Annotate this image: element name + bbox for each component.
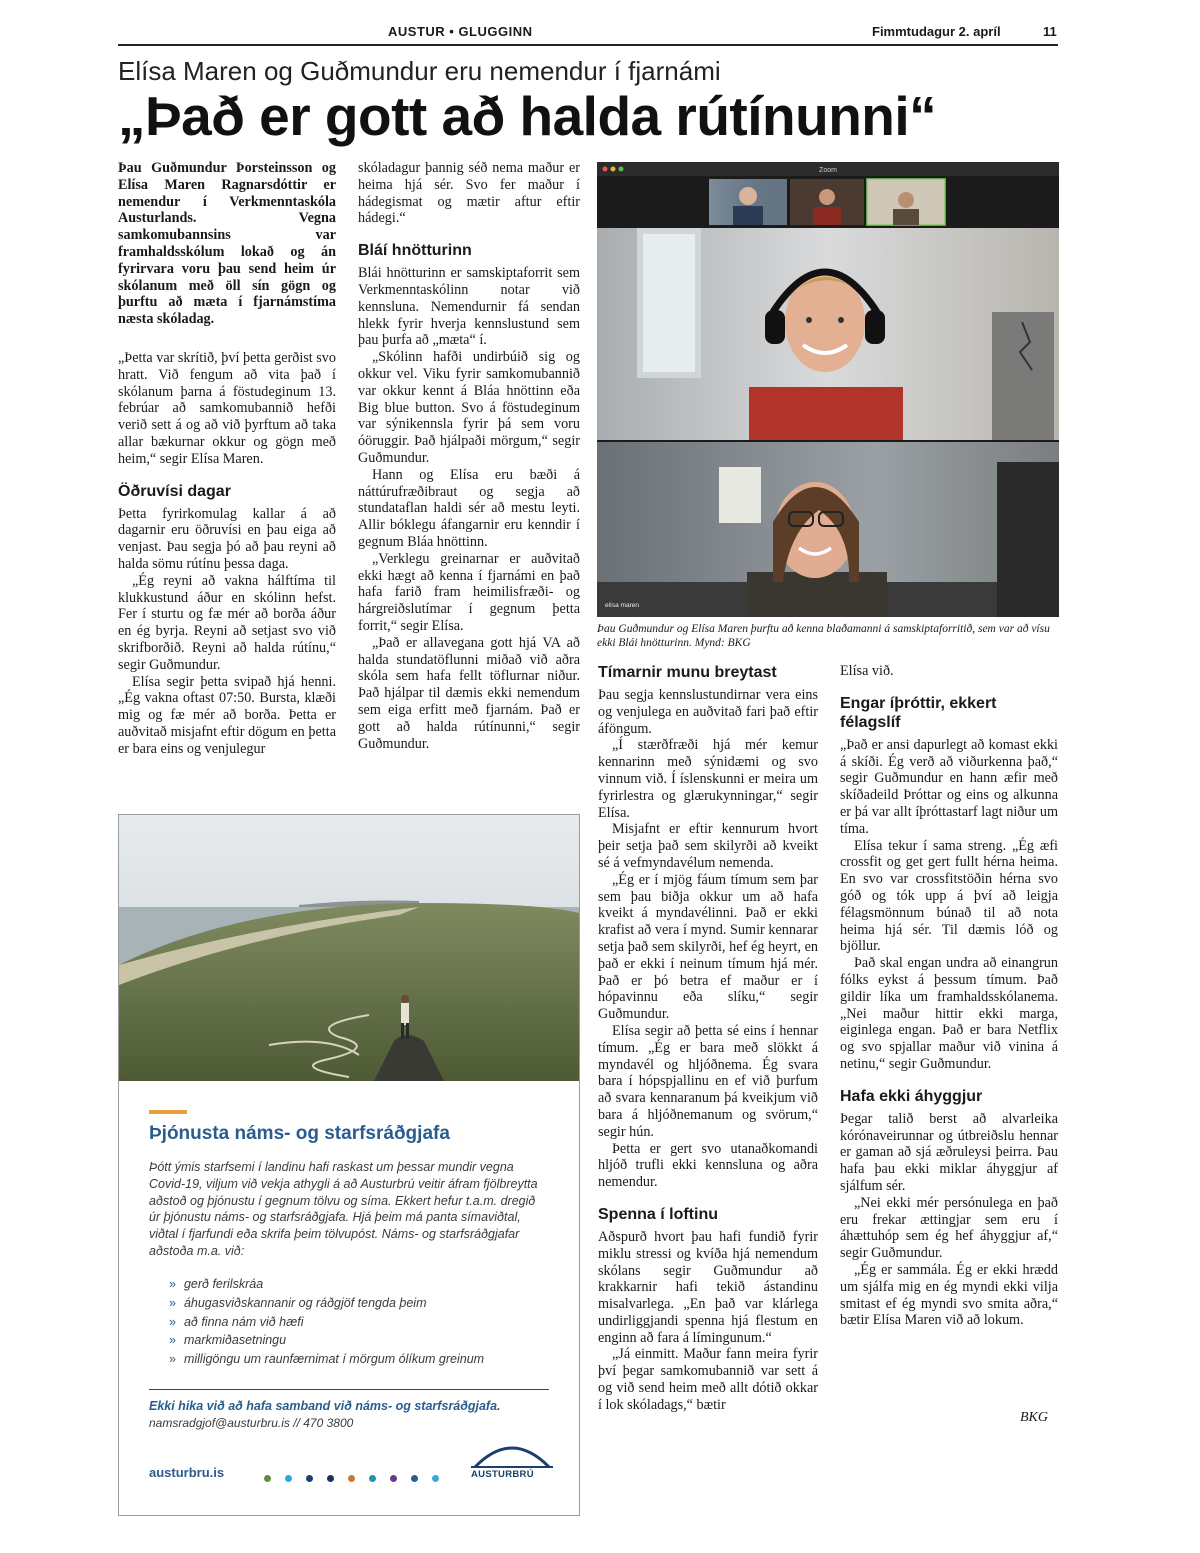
ad-logo-text: AUSTURBRÚ bbox=[471, 1469, 534, 1480]
accent-bar bbox=[149, 1110, 187, 1114]
list-item: » áhugasviðskannanir og ráðgjöf tengda þeim bbox=[169, 1294, 549, 1313]
paragraph: „Þetta var skrítið, því þetta gerðist svo hratt. Við fengum að vita það í skólanum þarna á föstudeginum 13. febrúar að samkomubannið hefði verið sett á og að við þyrftum að taka allar bækurnar okkur og gögn með heim,“ segir Elísa Maren. bbox=[118, 349, 336, 467]
paragraph: Elísa tekur í sama streng. „Ég æfi crossfit og get gert fullt hérna heima. En svo var crossfitstöðin hérna svo góð og tók upp á því að leigja félagsmönnum búnað til að nota heima hjá sér. Til dæmis lóð og bjöllur. bbox=[840, 837, 1058, 955]
ad-title: Þjónusta náms- og starfsráðgjafa bbox=[149, 1123, 450, 1144]
subheading: Hafa ekki áhyggjur bbox=[840, 1087, 983, 1105]
list-item: » markmiðasetningu bbox=[169, 1331, 549, 1350]
paragraph: „Það er ansi dapurlegt að komast ekki á skíði. Ég verð að viðurkenna það,“ segir Guðmundur en hann æfir með skíðadeild Þróttar og eins og alkunna er þá var allt íþróttastarf lagt niður um tíma. bbox=[840, 736, 1058, 837]
subheading: Tímarnir munu breytast bbox=[598, 664, 777, 681]
paragraph: Blái hnötturinn er samskiptaforrit sem Verkmenntaskólinn notar við kennsluna. Nemendurnir fá sendan hlekk fyrir hverja kennslustund sem þau þurfa að „mæta“ í. bbox=[358, 265, 580, 349]
color-dot bbox=[264, 1475, 271, 1482]
paragraph: skóladagur þannig séð nema maður er heima hjá sér. Svo fer maður í hádegismat og mætir aftur eftir hádegi.“ bbox=[358, 160, 580, 227]
subheading: Bláí hnötturinn bbox=[358, 242, 472, 260]
ad-body: Þótt ýmis starfsemi í landinu hafi raskast um þessar mundir vegna Covid-19, viljum við vekja athygli á að Austurbrú veitir áfram fjölbreytta aðstoð og þjónustu í gegnum tölvu og síma. Ekkert hefur t.a.m. dregið úr þjónustu náms- og starfsráðgjafa. Hjá þeim má panta símaviðtal, viðtal í fjarfundi eða skrifa þeim tölvupóst. Náms- og starfsráðgjafar aðstoða m.a. við: bbox=[149, 1160, 538, 1258]
article-kicker: Elísa Maren og Guðmundur eru nemendur í fjarnámi bbox=[118, 56, 721, 86]
paragraph: Aðspurð hvort þau hafi fundið fyrir miklu stressi og kvíða hjá nemendum skólans segir Guðmundur að krakkarnir hafi tekið ástandinu misalvarlega. „En það var klárlega undirliggjandi spenna hjá flestum en enginn að fara á límingunum.“ bbox=[598, 1228, 818, 1346]
paragraph: Þetta er gert svo utanaðkomandi hljóð trufli ekki kennsluna og aðra nemendur. bbox=[598, 1140, 818, 1191]
paragraph: „Það er allavegana gott hjá VA að halda stundatöflunni miðað við aðra skóla sem hafa fellt töflurnar niður. Það hjálpar til dæmis ekki nemendum sem eiga erfitt með fjarnám. Það er gott að halda rútínunni,“ segir Guðmundur. bbox=[358, 634, 580, 752]
paragraph: Þau segja kennslustundirnar vera eins og venjulega en auðvitað fari það eftir áföngum. bbox=[598, 687, 818, 737]
advertisement bbox=[118, 814, 580, 1516]
article-column-4 bbox=[840, 663, 1058, 1329]
color-dot bbox=[348, 1475, 355, 1482]
article-lead: Þau Guðmundur Þorsteinsson og Elísa Maren Ragnarsdóttir er nemendur í Verkmenntaskóla Austurlands. Vegna samkomubannsins var framhaldsskólum lokað og án fyrirvara voru þau send heim úr skólanum með öll sín gögn og þurftu að mæta í fjarnámstíma næsta skóladag. bbox=[118, 160, 336, 328]
issue-date: Fimmtudagur 2. apríl bbox=[872, 24, 1001, 39]
color-dot bbox=[369, 1475, 376, 1482]
paragraph: „Í stærðfræði hjá mér kemur kennarinn með sýnidæmi og svo vinnum við. Í íslenskunni er meira um fyrirlestra og glærukynningar,“ segir Elísa. bbox=[598, 737, 818, 821]
list-item: » gerð ferilskráa bbox=[169, 1275, 549, 1294]
color-dot bbox=[327, 1475, 334, 1482]
article-byline: BKG bbox=[1020, 1410, 1048, 1425]
list-item: » milligöngu um raunfærnimat í mörgum ólíkum greinum bbox=[169, 1350, 549, 1369]
subheading: Spenna í loftinu bbox=[598, 1205, 718, 1223]
zoom-app-label: Zoom bbox=[819, 167, 837, 174]
paragraph: Elísa segir þetta svipað hjá henni. „Ég vakna oftast 07:50. Bursta, klæði mig og fæ mér að borða. Þetta er auðvitað misjafnt eftir dögum en þetta er bara eins og venjulegur bbox=[118, 673, 336, 757]
ad-contact: namsradgjof@austurbru.is // 470 3800 bbox=[149, 1416, 354, 1430]
paragraph: Hann og Elísa eru bæði á náttúrufræðibraut og segja að stundataflan haldi sér að mestu leyti. Allir bóklegu áfangarnir eru kenndir í gegnum Bláa hnöttinn. bbox=[358, 466, 580, 550]
paragraph: „Ég er í mjög fáum tímum sem þar sem þau biðja okkur um að hafa kveikt á myndavélinni. Það er ekki krafist að vera í mynd. Sumir kennarar setja það sem skilyrði, hef ég heyrt, en það er ekki í neinum tímum hjá mér. Það er þó betra ef maður er í hópavinnu eða slíku,“ segir Guðmundur. bbox=[598, 871, 818, 1023]
austurbru-logo-icon bbox=[467, 1433, 557, 1491]
color-dot bbox=[411, 1475, 418, 1482]
participant-name-tag: elísa maren bbox=[605, 602, 639, 609]
color-dots bbox=[264, 1469, 453, 1487]
page-number: 11 bbox=[1043, 24, 1057, 39]
list-item: » að finna nám við hæfi bbox=[169, 1313, 549, 1332]
ad-url[interactable]: austurbru.is bbox=[149, 1465, 225, 1480]
article-column-3 bbox=[598, 663, 818, 1414]
paragraph: „Ég reyni að vakna hálftíma til klukkustund áður en skólinn hefst. Fer í sturtu og fæ mér að borða áður en ég byrja. Reyni að setjast svo við skrifborðið. Reyni að halda rútínu,“ segir Guðmundur. bbox=[118, 572, 336, 673]
paragraph: „Nei ekki mér persónulega en það eru frekar ættingjar sem eru í áhættuhóp sem ég hef áhyggjur af,“ segir Guðmundur. bbox=[840, 1194, 1058, 1262]
zoom-call-illustration bbox=[597, 162, 1059, 617]
paragraph: „Ég er sammála. Ég er ekki hrædd um sjálfa mig en ég myndi ekki vilja smitast ef ég myndi svo smita aðra,“ bætir Elísa Maren við að lokum. bbox=[840, 1261, 1058, 1329]
subheading: Öðruvísi dagar bbox=[118, 482, 231, 500]
paragraph: „Skólinn hafði undirbúið sig og okkur vel. Viku fyrir samkomubannið var okkur kennt á Bláa hnöttinn eða Big blue button. Svo á föstudeginum var sýnikennsla fyrir þá sem voru óöruggir. Það hjálpaði mörgum,“ segir Guðmundur. bbox=[358, 349, 580, 466]
divider bbox=[149, 1389, 549, 1390]
subheading: Engar íþróttir, ekkert félagslíf bbox=[840, 694, 997, 731]
article-headline: „Það er gott að halda rútínunni“ bbox=[118, 85, 937, 147]
article-column-2 bbox=[358, 160, 580, 752]
paragraph: Þetta fyrirkomulag kallar á að dagarnir eru öðruvísi en þau eiga að venjast. Þau segja þó að þau reyni að halda sömu rútínu þessa daga. bbox=[118, 505, 336, 572]
paragraph: Misjafnt er eftir kennurum hvort þeir setja það sem skilyrði að kveikt sé á vefmyndavélum nemenda. bbox=[598, 821, 818, 871]
paragraph: Elísa segir að þetta sé eins í hennar tímum. „Ég er bara með slökkt á myndavél og hljóðnema. Ég svara bara í hópspjallinu en ef við þurfum að svara kennaranum þá kveikjum við bara á hljóðnemanum og svörum,“ segir hún. bbox=[598, 1022, 818, 1140]
color-dot bbox=[390, 1475, 397, 1482]
color-dot bbox=[285, 1475, 292, 1482]
paragraph: Það skal engan undra að einangrun fólks eykst á þessum tímum. Það gildir líka um framhaldsskólanema. „Nei maður hittir ekki marga, eiginlega engan. Það er bara Netflix og svo spjallar maður við vinina á netinu,“ segir Guðmundur. bbox=[840, 955, 1058, 1072]
paragraph: Elísa við. bbox=[840, 663, 894, 679]
article-photo bbox=[597, 162, 1059, 617]
paragraph: „Verklegu greinarnar er auðvitað ekki hægt að kenna í fjarnámi en það hafa farið fram heimilisfræði- og hárgreiðslutímar í gegnum þetta forrit,“ segir Elísa. bbox=[358, 550, 580, 634]
article-column-1 bbox=[118, 160, 336, 758]
paragraph: Þegar talið berst að alvarleika kórónaveirunnar og útbreiðslu hennar er gaman að sjá æðruleysi þeirra. Þau hafa þau ekki miklar áhyggjur af sjálfum sér. bbox=[840, 1110, 1058, 1194]
ad-call-to-action: Ekki hika við að hafa samband við náms- og starfsráðgjafa. bbox=[149, 1399, 501, 1413]
photo-caption: Þau Guðmundur og Elísa Maren þurftu að kenna blaðamanni á samskiptaforritið, sem var að vísu ekki Blái hnötturinn. Mynd: BKG bbox=[597, 623, 1050, 649]
paper-name: AUSTUR • GLUGGINN bbox=[388, 24, 533, 39]
color-dot bbox=[432, 1475, 439, 1482]
color-dot bbox=[306, 1475, 313, 1482]
ad-bullet-list bbox=[169, 1275, 549, 1369]
landscape-photo bbox=[119, 815, 579, 1081]
paragraph: „Já einmitt. Maður fann meira fyrir því þegar samkomubannið var sett á og við send heim með allt dótið okkar í lok skóladags,“ bætir bbox=[598, 1346, 818, 1413]
